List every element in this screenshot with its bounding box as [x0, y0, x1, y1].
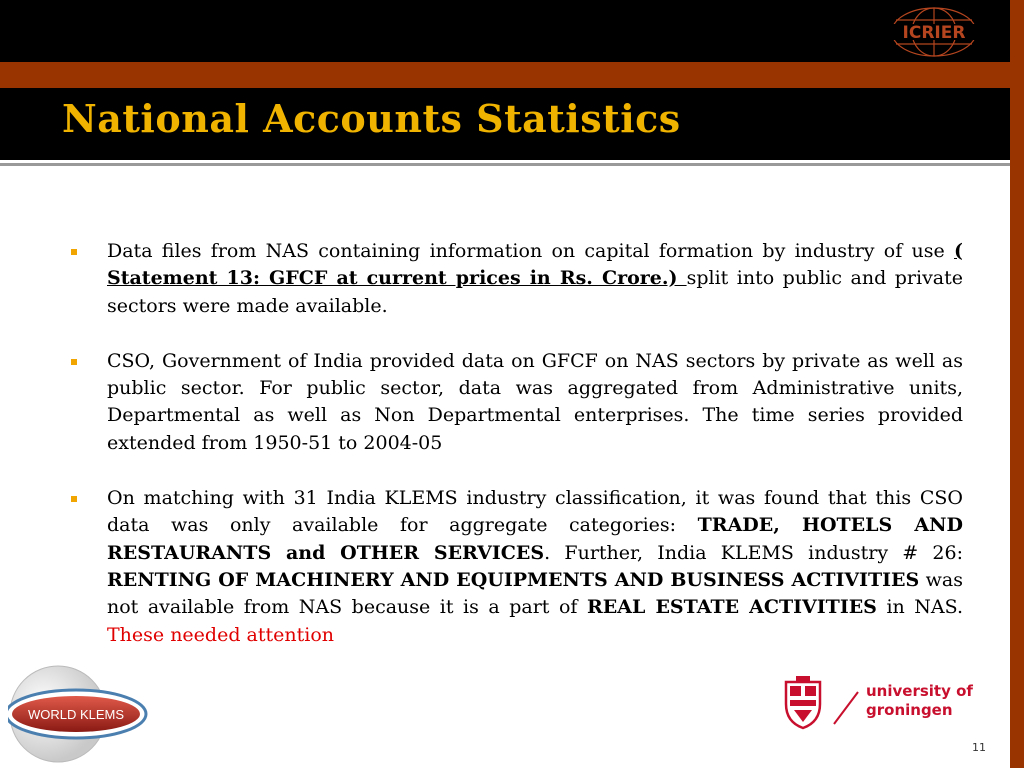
- slide-title: National Accounts Statistics: [62, 96, 681, 141]
- page-number: 11: [972, 741, 986, 754]
- bullet-text: On matching with 31 India KLEMS industry classification, it was found that this CSO data was only available for aggregate categories:: [107, 487, 963, 537]
- top-bar: [0, 0, 1010, 62]
- bullet-square-icon: [71, 359, 77, 365]
- attention-note: These needed attention: [107, 623, 334, 646]
- bullet-text: split into public and private sectors were made available.: [107, 267, 964, 317]
- industry-renting-machinery: RENTING OF MACHINERY AND EQUIPMENTS AND BUSINESS ACTIVITIES: [107, 568, 920, 591]
- bullet-text: in NAS.: [876, 596, 964, 619]
- world-klems-logo: [8, 664, 158, 764]
- bullet-item-klems-matching: [70, 485, 963, 649]
- groningen-crest-icon: [786, 676, 820, 728]
- orange-band: [0, 62, 1010, 88]
- bullet-item-nas-data-files: [70, 238, 963, 320]
- bullet-text: Data files from NAS containing information on capital formation by industry of use: [107, 240, 954, 262]
- bullet-text: was not available from NAS because it is a part of: [107, 568, 963, 619]
- bullet-list: [70, 238, 963, 677]
- world-klems-logo-text: WORLD KLEMS: [27, 707, 125, 722]
- bullet-text: CSO, Government of India provided data on GFCF on NAS sectors by private as well as public sector. For public sector, data was aggregated from Administrative units, Departmental as well as Non Departmental enterprises. The time series provided extended from 1950-51 to 2004-05: [107, 349, 963, 454]
- title-divider: [0, 163, 1010, 166]
- bullet-item-cso-gfcf: [70, 348, 963, 457]
- groningen-logo-line1: university of: [866, 682, 973, 700]
- university-of-groningen-logo: [782, 674, 982, 730]
- groningen-logo-line2: groningen: [866, 701, 953, 719]
- bullet-text: . Further, India KLEMS industry # 26:: [544, 541, 963, 564]
- category-real-estate: REAL ESTATE ACTIVITIES: [586, 596, 877, 619]
- icrier-logo: [882, 4, 986, 60]
- category-trade-hotels: TRADE, HOTELS AND RESTAURANTS and OTHER SERVICES: [107, 514, 963, 564]
- bullet-square-icon: [71, 249, 77, 255]
- icrier-logo-text: ICRIER: [902, 23, 966, 43]
- right-accent-strip: [1010, 0, 1024, 768]
- statement-reference: ( Statement 13: GFCF at current prices in Rs. Crore.): [107, 240, 963, 290]
- bullet-square-icon: [71, 496, 77, 502]
